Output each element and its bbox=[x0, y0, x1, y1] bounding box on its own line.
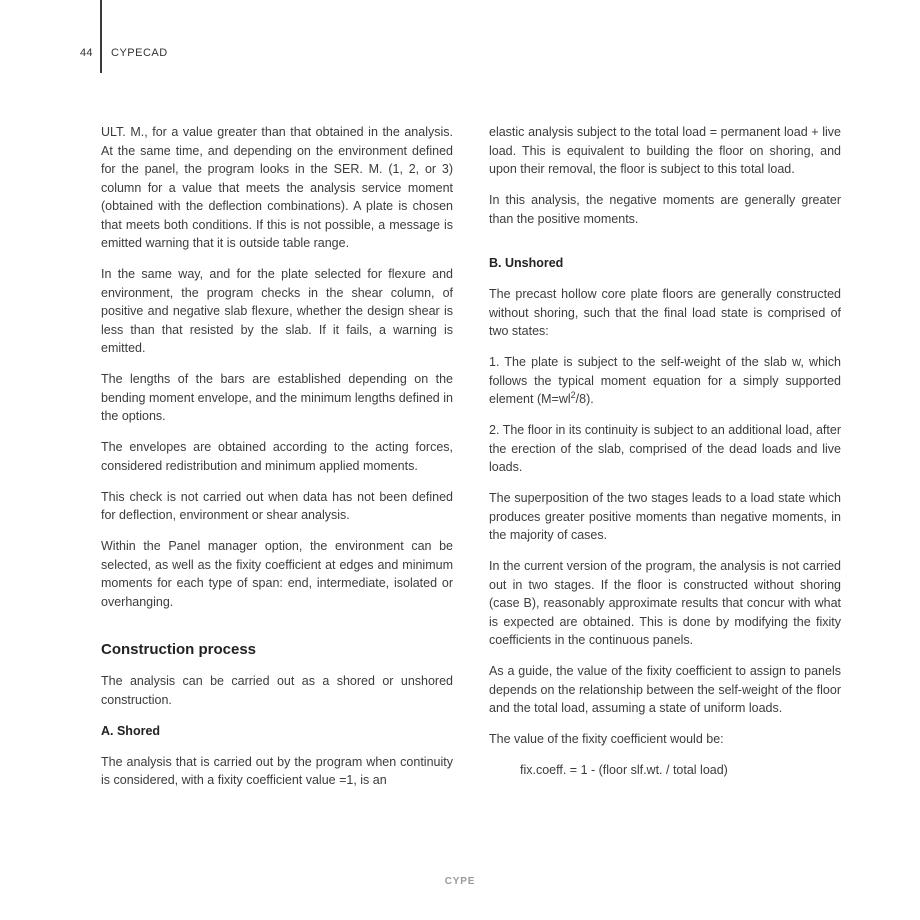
paragraph-text: 1. The plate is subject to the self-weight of the slab w, which follows the typical moment equation for a simply supported element (M=wl bbox=[489, 355, 841, 406]
paragraph: ULT. M., for a value greater than that obtained in the analysis. At the same time, and depending on the environment defined for the panel, the program looks in the SER. M. (1, 2, or 3) column for a value that meets the analysis service moment (obtained with the deflection combinations). A plate is chosen that meets both conditions. If this is not possible, a message is emitted warning that it is outside table range. bbox=[101, 125, 453, 250]
paragraph: The lengths of the bars are established depending on the bending moment envelope, and the minimum lengths defined in the options. bbox=[101, 372, 453, 423]
paragraph: The superposition of the two stages leads to a load state which produces greater positive moments than negative moments, in the majority of cases. bbox=[489, 491, 841, 542]
paragraph: The precast hollow core plate floors are generally constructed without shoring, such that the final load state is comprised of two states: bbox=[489, 287, 841, 338]
paragraph: The envelopes are obtained according to the acting forces, considered redistribution and minimum applied moments. bbox=[101, 440, 453, 473]
paragraph: This check is not carried out when data has not been defined for deflection, environment or shear analysis. bbox=[101, 489, 453, 522]
paragraph: The analysis can be carried out as a shored or unshored construction. bbox=[101, 674, 453, 707]
section-heading: Construction process bbox=[101, 641, 257, 658]
paragraph: In this analysis, the negative moments are generally greater than the positive moments. bbox=[489, 193, 841, 226]
paragraph: As a guide, the value of the fixity coefficient to assign to panels depends on the relationship between the self-weight of the floor and the total load, assuming a state of uniform loads. bbox=[489, 664, 841, 715]
paragraph-text: /8). bbox=[575, 392, 594, 406]
paragraph: Within the Panel manager option, the environment can be selected, as well as the fixity coefficient at edges and minimum moments for each type of span: end, intermediate, isolated or overhanging. bbox=[101, 539, 453, 609]
superscript: 2 bbox=[570, 389, 576, 400]
running-title: CYPECAD bbox=[111, 47, 168, 59]
paragraph: The value of the fixity coefficient would be: bbox=[489, 732, 724, 746]
subsection-heading: A. Shored bbox=[101, 723, 161, 738]
left-column bbox=[101, 123, 453, 802]
paragraph: In the current version of the program, the analysis is not carried out in two stages. If the floor is constructed without shoring (case B), reasonably approximate results that concur with what is expected are obtained. This is done by modifying the fixity coefficients in the continuous panels. bbox=[489, 559, 841, 647]
paragraph: In the same way, and for the plate selected for flexure and environment, the program checks in the shear column, of positive and negative slab flexure, whether the design shear is less than that resisted by the slab. If it fails, a warning is emitted. bbox=[101, 267, 453, 355]
paragraph: elastic analysis subject to the total load = permanent load + live load. This is equivalent to building the floor on shoring, and upon their removal, the floor is subject to this total load. bbox=[489, 125, 841, 176]
footer-brand: CYPE bbox=[444, 876, 476, 887]
page-number: 44 bbox=[80, 47, 93, 59]
subsection-heading: B. Unshored bbox=[489, 256, 564, 270]
paragraph bbox=[489, 353, 841, 409]
paragraph: The analysis that is carried out by the program when continuity is considered, with a fixity coefficient value =1, is an bbox=[101, 754, 453, 787]
right-column bbox=[489, 123, 841, 792]
formula: fix.coeff. = 1 - (floor slf.wt. / total load) bbox=[520, 763, 728, 777]
paragraph: 2. The floor in its continuity is subject to an additional load, after the erection of the slab, comprised of the dead loads and live loads. bbox=[489, 423, 841, 474]
header-divider bbox=[100, 0, 102, 73]
